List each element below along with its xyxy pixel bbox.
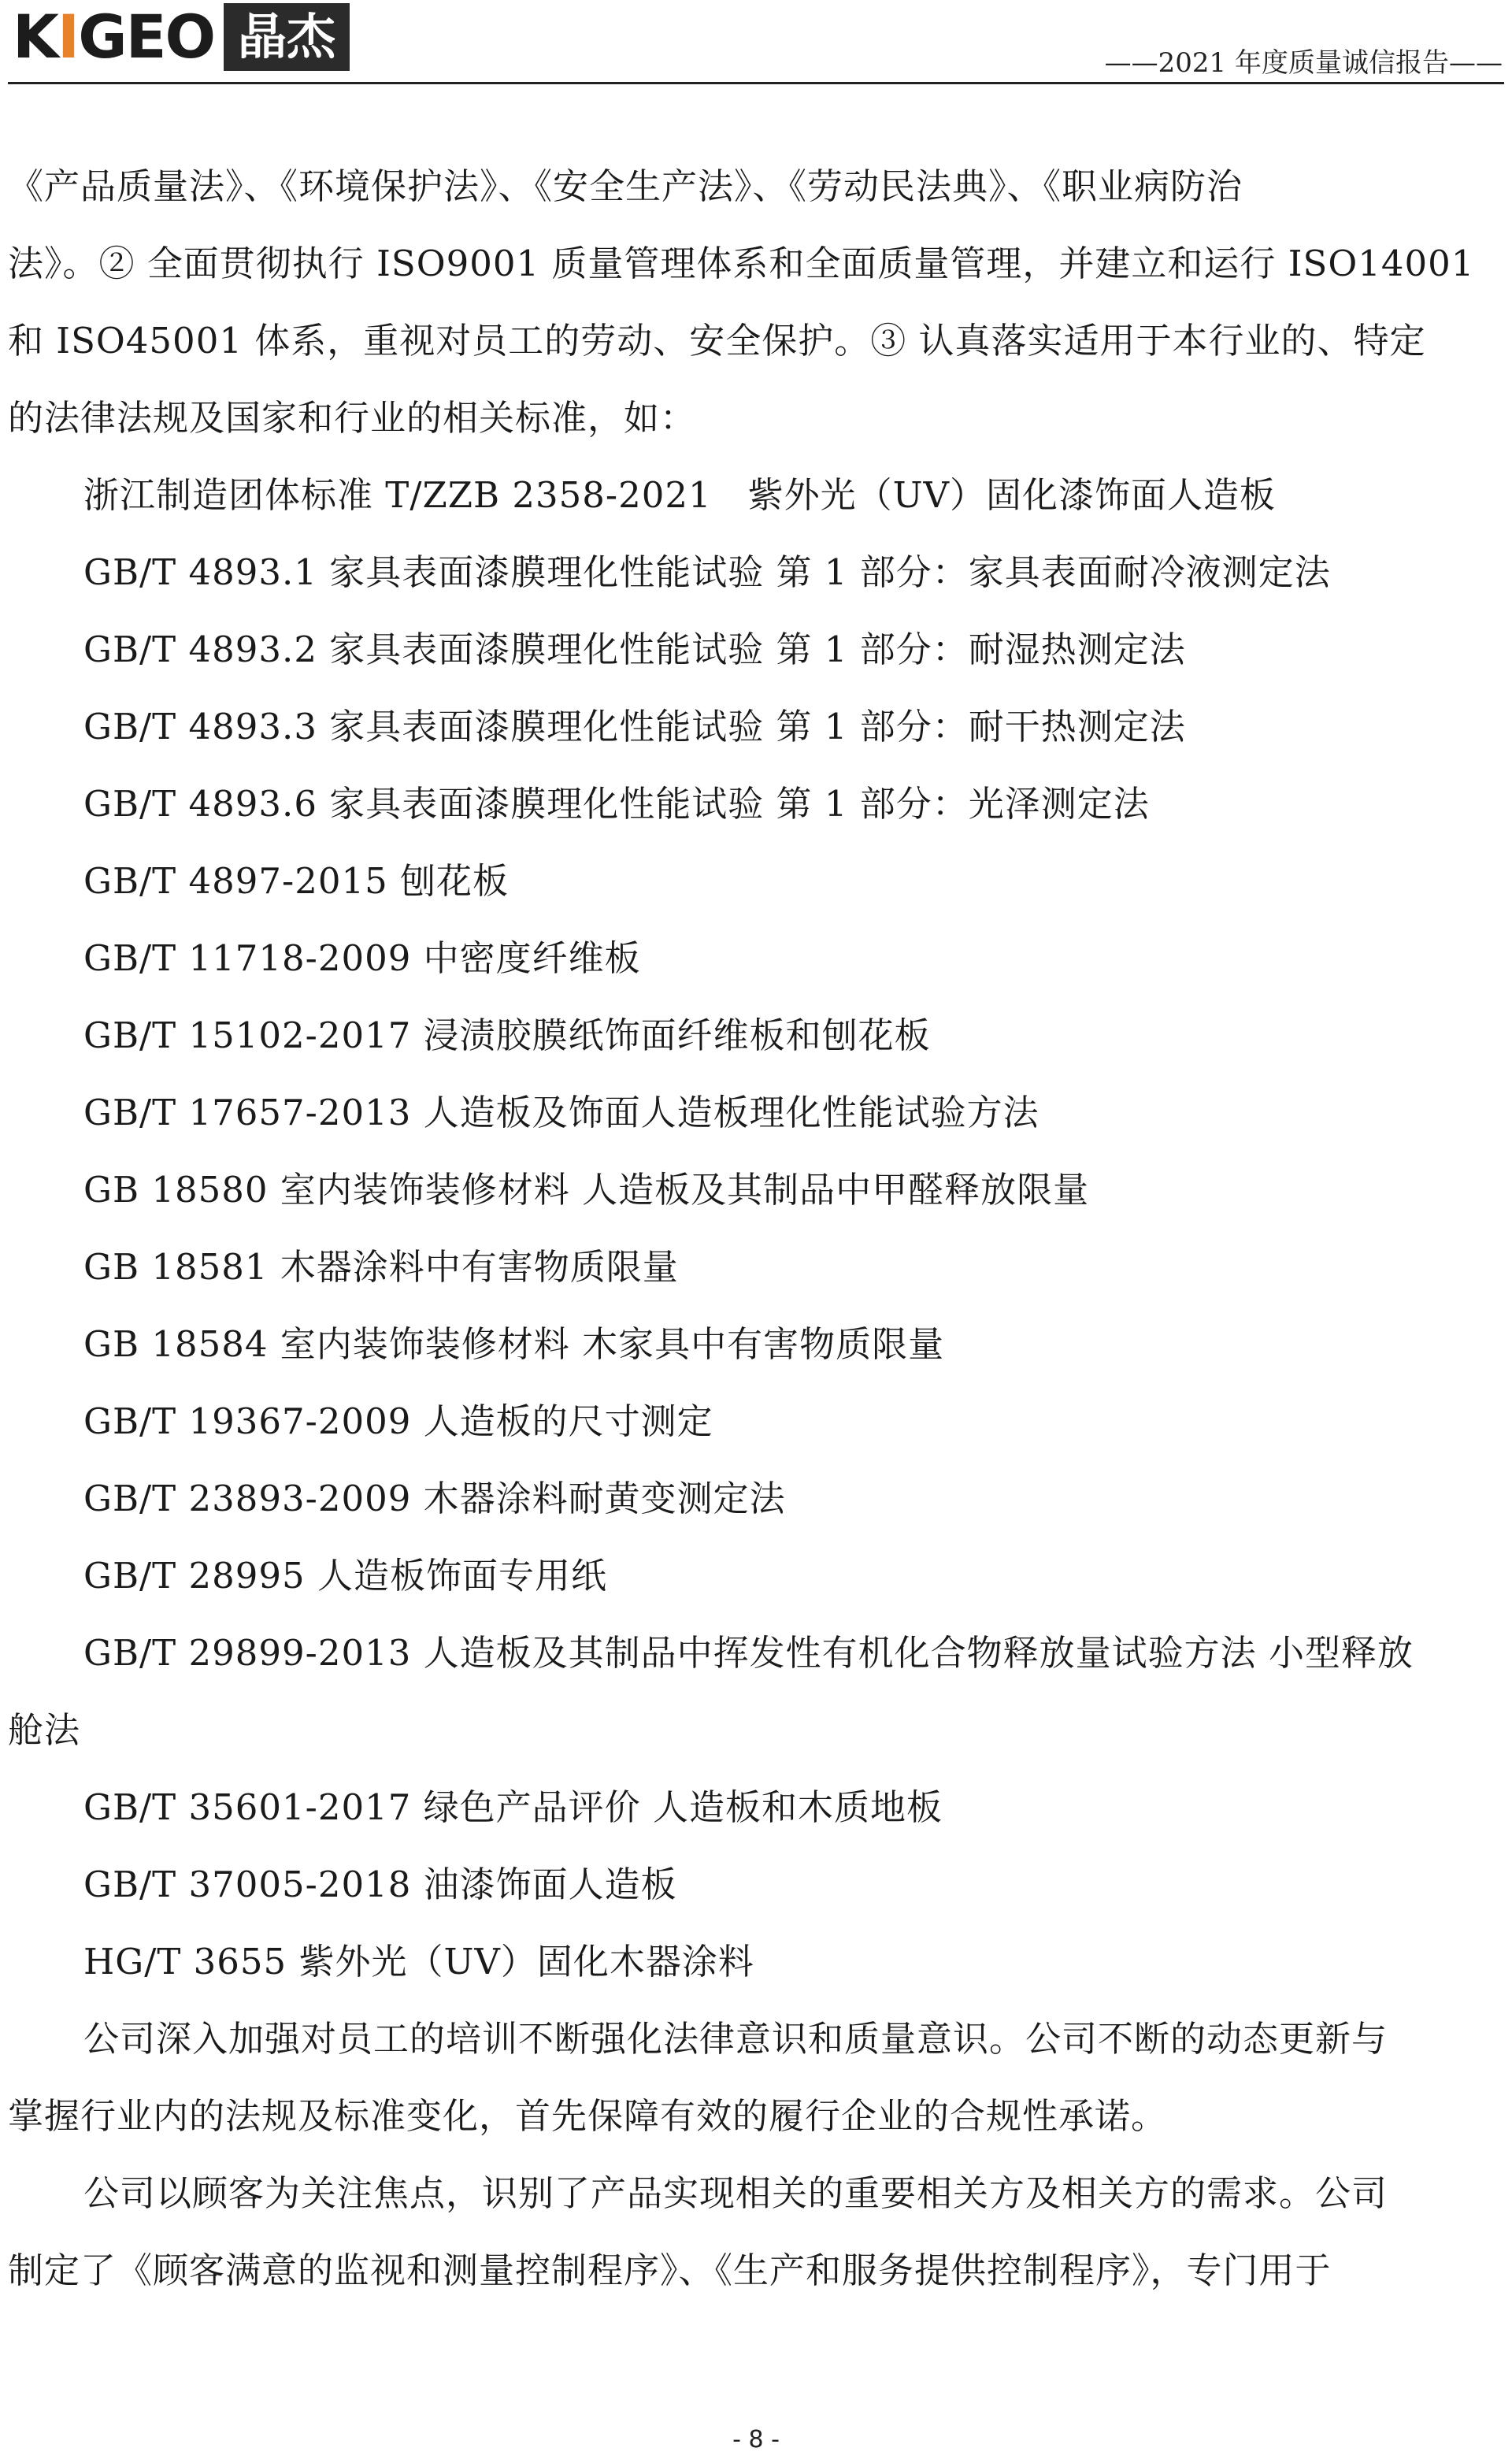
- paragraph-line: 法》。② 全面贯彻执行 ISO9001 质量管理体系和全面质量管理，并建立和运行 ISO14001: [8, 243, 1475, 284]
- header-divider: [8, 82, 1504, 84]
- standard-item: GB/T 4893.2 家具表面漆膜理化性能试验 第 1 部分：耐湿热测定法: [83, 629, 1186, 670]
- standard-item-continuation: 舱法: [8, 1709, 81, 1751]
- logo-chinese-text: 晶杰: [224, 3, 350, 71]
- standard-item: GB/T 23893-2009 木器涂料耐黄变测定法: [83, 1478, 786, 1519]
- standard-item: GB 18581 木器涂料中有害物质限量: [83, 1246, 679, 1288]
- paragraph-line: 公司深入加强对员工的培训不断强化法律意识和质量意识。公司不断的动态更新与: [83, 2018, 1388, 2060]
- standard-item: GB/T 37005-2018 油漆饰面人造板: [83, 1864, 677, 1905]
- paragraph-line: 公司以顾客为关注焦点，识别了产品实现相关的重要相关方及相关方的需求。公司: [83, 2172, 1388, 2214]
- report-title: ——2021 年度质量诚信报告——: [1104, 47, 1503, 79]
- logo-latin-text: K I GEO: [8, 3, 224, 71]
- company-logo: [8, 3, 350, 71]
- document-body: [8, 148, 1495, 2309]
- standard-item: HG/T 3655 紫外光（UV）固化木器涂料: [83, 1941, 754, 1982]
- paragraph-line: 制定了《顾客满意的监视和测量控制程序》、《生产和服务提供控制程序》，专门用于: [8, 2249, 1332, 2291]
- standard-item: 浙江制造团体标准 T/ZZB 2358-2021 紫外光（UV）固化漆饰面人造板: [83, 474, 1277, 516]
- standard-item: GB 18580 室内装饰装修材料 人造板及其制品中甲醛释放限量: [83, 1169, 1090, 1211]
- paragraph-line: 和 ISO45001 体系，重视对员工的劳动、安全保护。③ 认真落实适用于本行业的、特定: [8, 320, 1426, 362]
- standard-item: GB/T 4897-2015 刨花板: [83, 860, 510, 902]
- standard-item: GB/T 4893.6 家具表面漆膜理化性能试验 第 1 部分：光泽测定法: [83, 783, 1150, 825]
- standard-item: GB/T 4893.1 家具表面漆膜理化性能试验 第 1 部分：家具表面耐冷液测定法: [83, 551, 1331, 593]
- standard-item: GB/T 17657-2013 人造板及饰面人造板理化性能试验方法: [83, 1092, 1040, 1133]
- standard-item: GB/T 11718-2009 中密度纤维板: [83, 937, 641, 979]
- paragraph-line: 掌握行业内的法规及标准变化，首先保障有效的履行企业的合规性承诺。: [8, 2095, 1168, 2137]
- standard-item: GB/T 4893.3 家具表面漆膜理化性能试验 第 1 部分：耐干热测定法: [83, 706, 1186, 747]
- standard-item: GB 18584 室内装饰装修材料 木家具中有害物质限量: [83, 1323, 945, 1365]
- standard-item: GB/T 35601-2017 绿色产品评价 人造板和木质地板: [83, 1786, 943, 1828]
- standard-item: GB/T 15102-2017 浸渍胶膜纸饰面纤维板和刨花板: [83, 1014, 931, 1056]
- standard-item: GB/T 29899-2013 人造板及其制品中挥发性有机化合物释放量试验方法 小型释放: [83, 1632, 1414, 1674]
- standard-item: GB/T 19367-2009 人造板的尺寸测定: [83, 1400, 713, 1442]
- page-header: [0, 0, 1512, 82]
- standard-item: GB/T 28995 人造板饰面专用纸: [83, 1555, 607, 1597]
- paragraph-line: 的法律法规及国家和行业的相关标准，如：: [8, 397, 697, 439]
- paragraph-line: 《产品质量法》、《环境保护法》、《安全生产法》、《劳动民法典》、《职业病防治: [8, 165, 1243, 207]
- page-number: - 8 -: [732, 2426, 780, 2453]
